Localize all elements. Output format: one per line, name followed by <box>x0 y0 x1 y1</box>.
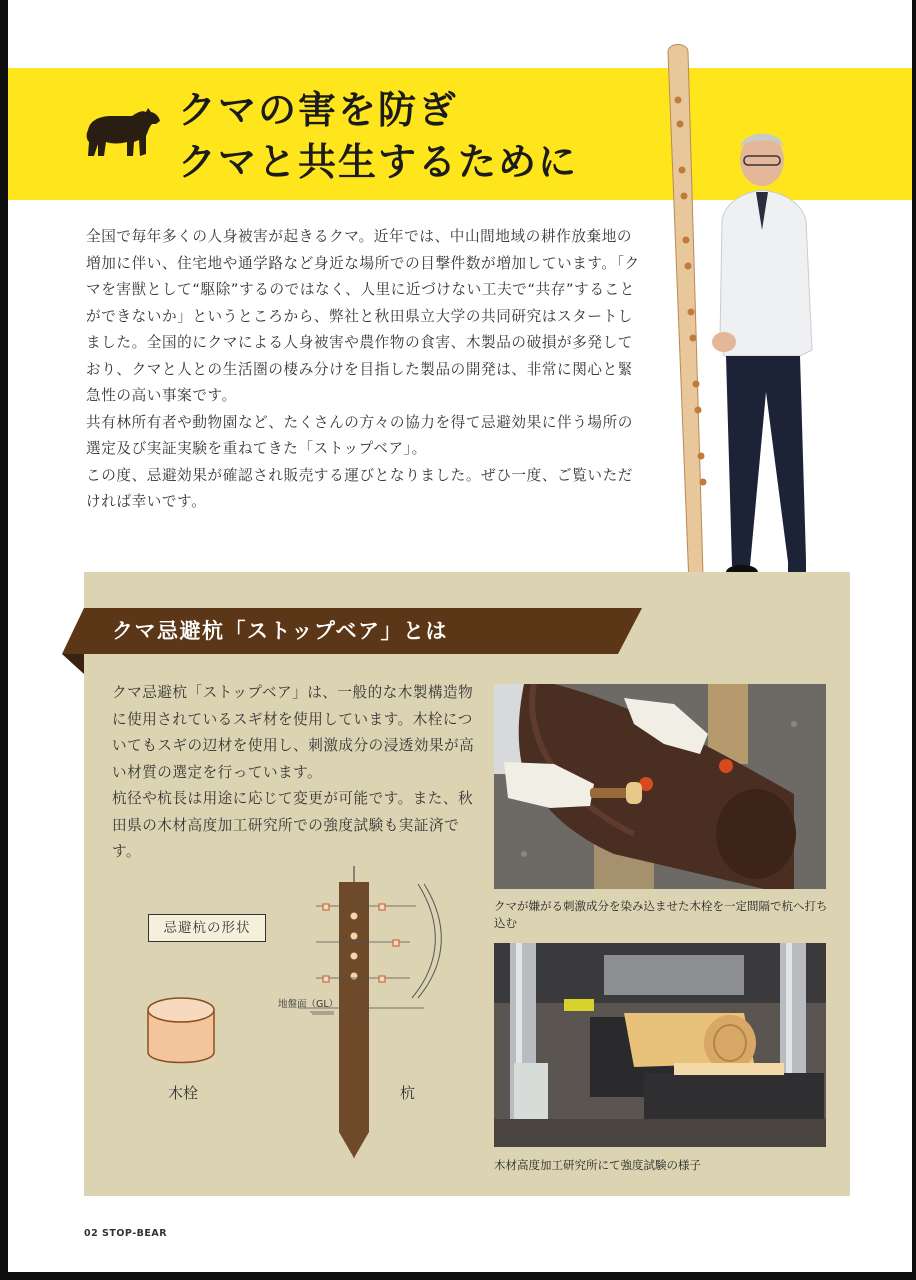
intro-paragraph: 全国で毎年多くの人身被害が起きるクマ。近年では、中山間地域の耕作放棄地の増加に伴い、住宅地や通学路など身近な場所での目撃件数が増加しています。「クマを害獣として“駆除”するのではなく、人里に近づけない工夫で“共存”することができないか」というところから、弊社と秋田県立大学の共同研究はスタートしました。全国的にクマによる人身被害や農作物の食害、木製品の破損が多発しており、クマと人との生活圏の棲み分けを目指した製品の開発は、非常に関心と緊急性の高い事案です。 <box>86 228 640 404</box>
section-paragraph: クマ忌避杭「ストップベア」は、一般的な木製構造物に使用されているスギ材を使用しています。木栓についてもスギの辺材を使用し、刺激成分の浸透効果が高い材質の選定を行っています。 <box>112 684 475 781</box>
stake-label: 杭 <box>400 1084 416 1102</box>
page-frame-left <box>0 0 8 1280</box>
section-title: クマ忌避杭「ストップベア」とは <box>112 619 449 643</box>
intro-paragraph: この度、忌避効果が確認され販売する運びとなりました。ぜひ一度、ご覧いただければ幸いです。 <box>86 466 633 510</box>
page-footer: 02 STOP-BEAR <box>84 1228 168 1239</box>
page-frame-right <box>912 0 916 1280</box>
photo-caption-2: 木材高度加工研究所にて強度試験の様子 <box>494 1158 701 1172</box>
bear-icon <box>82 104 162 162</box>
intro-paragraph: 共有林所有者や動物園など、たくさんの方々の協力を得て忌避効果に伴う場所の選定及び実証実験を重ねてきた「ストップベア」。 <box>86 413 633 457</box>
diagram-shape-label: 忌避杭の形状 <box>148 914 266 942</box>
stake-shape-diagram <box>130 862 460 1162</box>
section-paragraph: 杭径や杭長は用途に応じて変更が可能です。また、秋田県の木材高度加工研究所での強度試験も実証済です。 <box>112 790 474 860</box>
page-frame-bottom <box>0 1272 916 1280</box>
ground-level-label: 地盤面（GL） <box>278 999 339 1010</box>
headline-line-2: クマと共生するために <box>178 140 579 184</box>
page-headline <box>178 84 578 188</box>
intro-text <box>86 224 646 516</box>
section-body <box>112 680 482 866</box>
plug-insertion-photo <box>494 684 826 889</box>
strength-test-photo <box>494 943 826 1147</box>
headline-line-1: クマの害を防ぎ <box>178 88 459 132</box>
wooden-plug-label: 木栓 <box>168 1084 199 1102</box>
photo-caption-1: クマが嫌がる刺激成分を染み込ませた木栓を一定間隔で杭へ打ち込む <box>494 899 828 930</box>
man-holding-stake-photo <box>650 20 840 660</box>
